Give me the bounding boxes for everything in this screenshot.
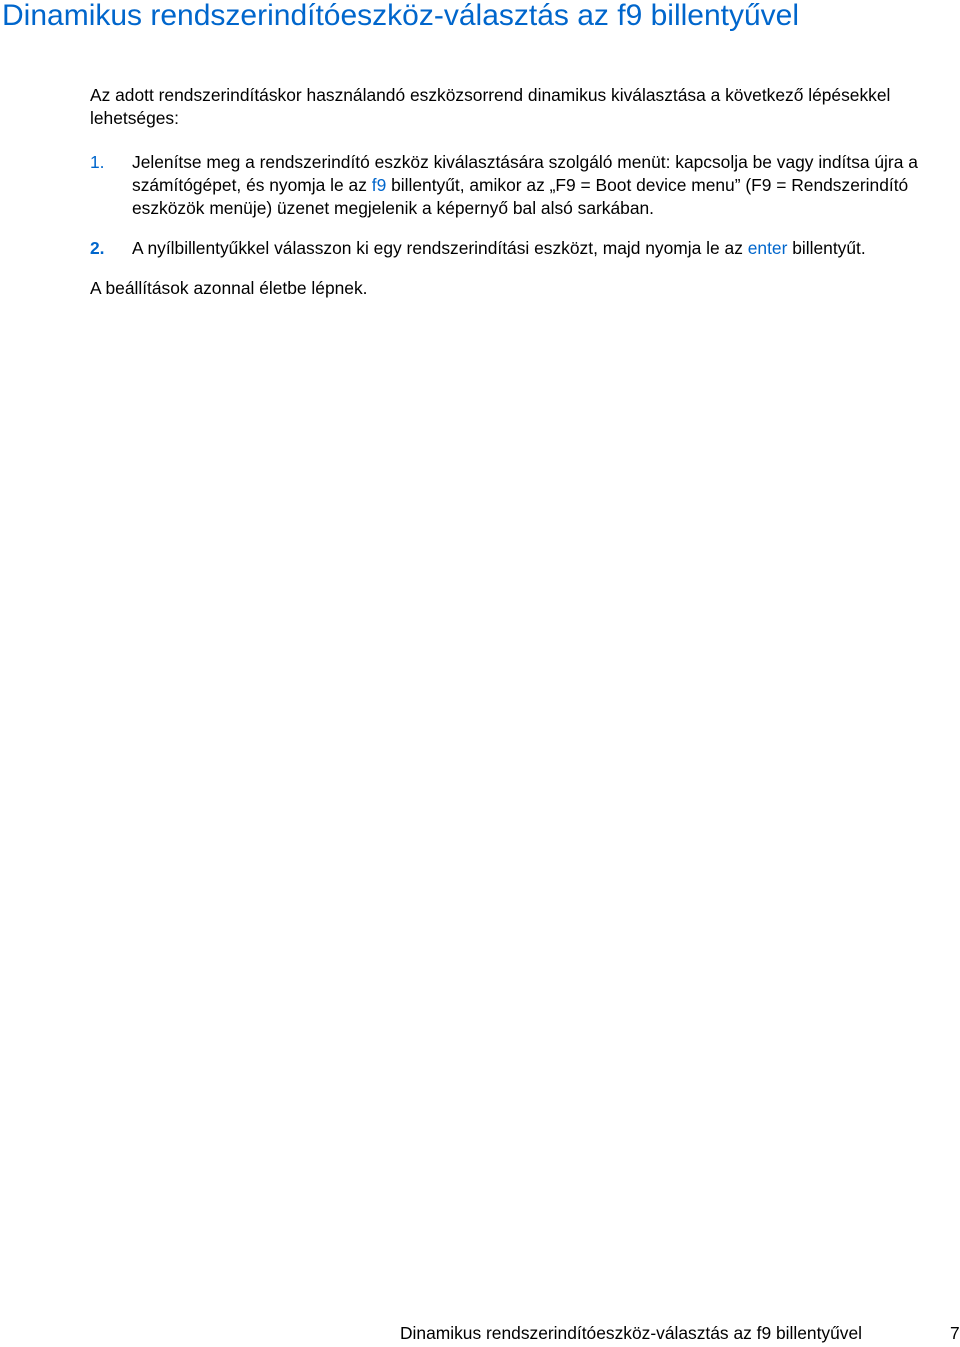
step-text-before: A nyílbillentyűkkel válasszon ki egy rendszerindítási eszközt, majd nyomja le az — [132, 238, 748, 258]
step-2 — [90, 237, 958, 260]
footer-section-title: Dinamikus rendszerindítóeszköz-választás az f9 billentyűvel — [400, 1323, 863, 1343]
step-number: 2. — [90, 238, 105, 258]
page-footer — [400, 1322, 960, 1345]
outro-paragraph: A beállítások azonnal életbe lépnek. — [90, 278, 368, 298]
steps-list — [90, 151, 958, 260]
key-name: f9 — [371, 175, 387, 195]
key-name: enter — [747, 238, 788, 258]
intro-paragraph: Az adott rendszerindításkor használandó eszközsorrend dinamikus kiválasztása a következő lépésekkel lehetséges: — [90, 85, 891, 128]
step-text-after: billentyűt, amikor az „F9 = Boot device menu” (F9 = Rendszerindító eszközök menüje) üzenet megjelenik a képernyő bal alsó sarkában. — [132, 175, 909, 218]
page-title: Dinamikus rendszerindítóeszköz-választás az f9 billentyűvel — [2, 0, 800, 32]
step-text — [132, 151, 958, 220]
page-number: 7 — [950, 1323, 960, 1343]
step-1 — [90, 151, 958, 220]
step-text-after: billentyűt. — [787, 238, 866, 258]
main-content — [90, 84, 958, 300]
step-text — [132, 237, 958, 260]
step-text-before: Jelenítse meg a rendszerindító eszköz kiválasztására szolgáló menüt: kapcsolja be vagy indítsa újra a számítógépet, és nyomja le az — [132, 152, 918, 195]
step-number: 1. — [90, 152, 105, 172]
